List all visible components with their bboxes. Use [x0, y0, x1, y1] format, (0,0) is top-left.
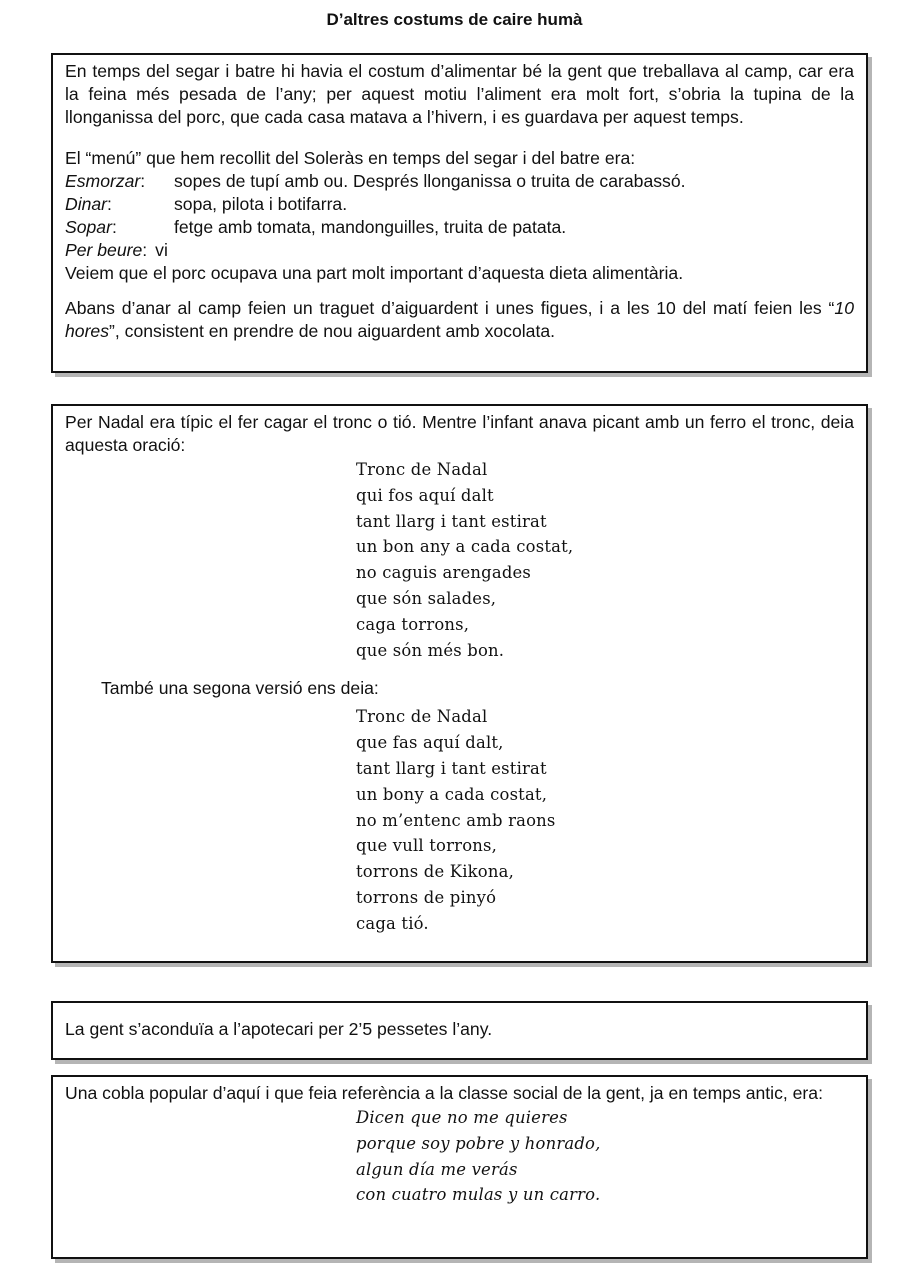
- menu-row-breakfast: Esmorzar: sopes de tupí amb ou. Després llonganissa o truita de carabassó.: [65, 171, 686, 191]
- ten-hours-term: 10 hores: [65, 298, 854, 341]
- verse-line: Dicen que no me quieres: [356, 1108, 568, 1127]
- menu-label-dinner: Sopar: [65, 217, 112, 237]
- verse-line: Tronc de Nadal: [356, 707, 488, 727]
- menu-text-dinner: fetge amb tomata, mandonguilles, truita de patata.: [174, 217, 567, 237]
- apothecary-text: La gent s’aconduïa a l’apotecari per 2’5 pessetes l’any.: [65, 1019, 493, 1039]
- verse-line: caga torrons,: [356, 614, 470, 634]
- cobla-verse: [356, 1105, 854, 1208]
- verse-line: con cuatro mulas y un carro.: [356, 1185, 601, 1205]
- verse-line: torrons de pinyó: [356, 887, 497, 907]
- menu-row-lunch: Dinar: sopa, pilota i botifarra.: [65, 194, 348, 214]
- verse-line: caga tió.: [356, 913, 429, 933]
- verse-line: no caguis arengades: [356, 563, 532, 583]
- tio-verse-first: [356, 457, 854, 663]
- harvest-intro-paragraph: En temps del segar i batre hi havia el costum d’alimentar bé la gent que treballava al camp, car era la feina més pesada de l’any; per aquest motiu l’aliment era molt fort, s’obria la tupina de la llonganissa del porc, que cada casa matava a l’hivern, i es guardava per aquest temps.: [65, 61, 854, 127]
- menu-row-dinner: Sopar: fetge amb tomata, mandonguilles, truita de patata.: [65, 217, 567, 237]
- verse-line: tant llarg i tant estirat: [356, 758, 547, 778]
- verse-line: tant llarg i tant estirat: [356, 511, 547, 531]
- menu-text-breakfast: sopes de tupí amb ou. Després llonganissa o truita de carabassó.: [174, 171, 686, 191]
- verse-line: un bon any a cada costat,: [356, 537, 574, 557]
- verse-line: torrons de Kikona,: [356, 862, 514, 882]
- verse-line: que vull torrons,: [356, 836, 498, 856]
- menu-intro: El “menú” que hem recollit del Soleràs en temps del segar i del batre era:: [65, 148, 636, 168]
- verse-line: un bony a cada costat,: [356, 784, 548, 804]
- christmas-tio-box: [51, 404, 868, 963]
- menu-label-drink: Per beure: [65, 240, 143, 260]
- menu-label-breakfast: Esmorzar: [65, 171, 141, 191]
- verse-line: que són més bon.: [356, 640, 505, 660]
- menu-text-drink: vi: [155, 240, 168, 260]
- verse-line: algun día me verás: [356, 1159, 518, 1179]
- menu-text-lunch: sopa, pilota i botifarra.: [174, 194, 348, 214]
- verse-line: que fas aquí dalt,: [356, 733, 504, 753]
- harvest-food-box: [51, 53, 868, 373]
- verse-line: Tronc de Nadal: [356, 460, 488, 479]
- tio-intro-paragraph: Per Nadal era típic el fer cagar el tronc o tió. Mentre l’infant anava picant amb un ferro el tronc, deia aquesta oració:: [65, 412, 854, 455]
- second-version-intro: També una segona versió ens deia:: [101, 678, 379, 699]
- page-title: D’altres costums de caire humà: [326, 10, 583, 29]
- verse-line: porque soy pobre y honrado,: [356, 1133, 601, 1153]
- verse-line: que són salades,: [356, 588, 497, 608]
- diet-conclusion: Veiem que el porc ocupava una part molt important d’aquesta dieta alimentària.: [65, 263, 684, 283]
- morning-routine-paragraph: Abans d’anar al camp feien un traguet d’aiguardent i unes figues, i a les 10 del matí feien les “10 hores”, consistent en prendre de nou aiguardent amb xocolata.: [65, 298, 854, 341]
- tio-verse-second: [356, 704, 854, 936]
- cobla-intro: Una cobla popular d’aquí i que feia referència a la classe social de la gent, ja en temps antic, era:: [65, 1083, 823, 1103]
- verse-line: no m’entenc amb raons: [356, 810, 556, 830]
- menu-row-drink: Per beure: vi: [65, 240, 168, 260]
- popular-cobla-box: [51, 1075, 868, 1259]
- menu-label-lunch: Dinar: [65, 194, 108, 214]
- verse-line: qui fos aquí dalt: [356, 485, 494, 505]
- apothecary-box: [51, 1001, 868, 1060]
